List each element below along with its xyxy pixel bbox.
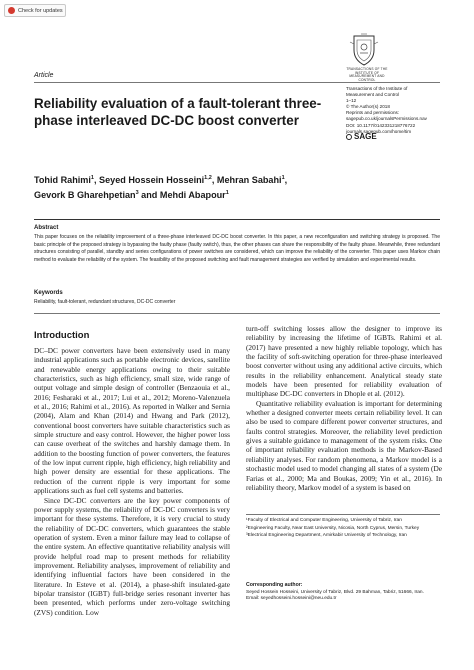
article-title: Reliability evaluation of a fault-tolerant three-phase interleaved DC-DC boost converter: [34, 96, 322, 128]
article-type-label: Article: [34, 72, 54, 79]
corresponding-author-details: Seyed Hossein Hosseini, University of Tabriz, Blvd. 29 Bahman, Tabriz, 51666, Iran. Email: seyedhosseini.hosseini@neu.edu.tr: [246, 590, 446, 602]
author-name: Gevork B Gharehpetian: [34, 189, 136, 200]
permissions-link[interactable]: sagepub.co.uk/journalsPermissions.nav: [346, 116, 427, 122]
email-link[interactable]: Email: seyedhosseini.hosseini@neu.edu.tr: [246, 596, 337, 602]
affiliation-item: ²Engineering Faculty, Near East University, Nicosia, North Cyprus, Mersin, Turkey: [246, 525, 420, 531]
journal-home-link[interactable]: journals.sagepub.com/home/tim: [346, 128, 412, 134]
introduction-heading: Introduction: [34, 330, 90, 341]
corresponding-author-heading: Corresponding author:: [246, 582, 303, 588]
publisher-logo: SAGE: [346, 132, 377, 141]
affiliation-item: ³Electrical Engineering Department, Amirkabir University of Technology, Iran: [246, 533, 407, 539]
institute-crest-logo: [348, 32, 380, 68]
author-name: Seyed Hossein Hosseini: [99, 175, 205, 186]
paragraph: Quantitative reliability evaluation is important for determining whether a designed converter meets certain reliability level. It can also be used to compare different power converter structures, and faults control strategies. Moreover, the reliability level prediction gives a suitable guidance to management of the system risks. One of important reliability evaluation methods is the Markov-Based reliability analyses. For random phenomena, a Markov model is a stochastic model used to model changing all states of a system (De Farias et al., 2000; Ma and Boukas, 2009; Yin et al., 2016). In reliability theory, Markov model of a system is based on: [246, 398, 442, 492]
keywords-divider: [34, 313, 440, 314]
publication-info: Transactions of the Institute of Measurement and Control 1–12 © The Author(s) 2018 Reprints and permissions: sagepub.co.uk/journalsPermissions.nav DOI: 10.1177/0142331218776722 journals.sagepub.com/home/tim: [346, 86, 446, 135]
footnote-divider: [246, 514, 440, 515]
author-list: Tohid Rahimi$^1$, Seyed Hossein Hosseini$^{1,2}$, Mehran Sabahi$^1$, Gevork B Gharehpetian$^3$ and Mehdi Abapour$^1$: [34, 175, 288, 200]
abstract-text: This paper focuses on the reliability improvement of a three-phase interleaved DC-DC boost converter. In this paper, a new reconfiguration and switching strategy is proposed. The basic principle of the proposed strategy is bypassing the faulty phase (faulty switch), thus, the other phases can share the responsibility of the faulty phase. Meanwhile, three redundant structures consisting of parallel, standby and series configurations of power switches are considered, which can improve the reliability of the converter. This paper uses Markov chain method to evaluate the reliability of the system. The feasibility of the proposed switching and fault management strategies are verified by simulation and experimental results.: [34, 234, 440, 263]
check-for-updates-badge[interactable]: [4, 4, 66, 17]
affiliation-item: ¹Faculty of Electrical and Computer Engineering, University of Tabriz, Iran: [246, 518, 402, 523]
header-divider: [34, 82, 440, 83]
keywords-text: Reliability, fault-tolerant, redundant structures, DC-DC converter: [34, 299, 176, 305]
body-column-left: [34, 346, 230, 617]
paragraph: DC–DC power converters have been extensively used in many industrial applications such as portable electronic devices, satellite and renewable energy applications owing to their suitable characteristics, such as high efficiency, small size, wide range of output voltage and simple design of controller (Benzaouia et al., 2016; Fesharaki et al., 2017; Lui et al., 2012; Moreno-Valenzuela et al., 2016; Rahimi et al., 2016). As reported in Walker and Sernia (2004), Alam and Khan (2014) and Hwang and Park (2012), conventional boost converters have suitable characteristics such as simple structure and easy control. However, the higher power loss can cause overheat of the switches and harshly damage them. In addition to the boosting function of power converters, the features of the low input current ripple, high efficiency, high reliability and high power density are essential for these applications. The reduction of the current ripple is very important for some applications such as fuel cell systems and batteries.: [34, 346, 230, 496]
journal-logo-text: TRANSACTIONS OF THE INSTITUTE OF MEASUREMENT AND CONTROL: [346, 67, 388, 82]
crossmark-icon: [8, 7, 15, 14]
body-column-right: [246, 324, 442, 492]
paragraph: Since DC-DC converters are the key power components of power supply systems, the reliability of DC-DC converters is very important for these systems. Therefore, it is very crucial to study the reliability of DC-DC converters, which guarantees the stable operation of system. Even a minor failure may lead to collapse of the entire system. An effective quantitative reliability analysis will provide helpful road map to present methods for reliability improvement. Reliability analyses, improvement of reliability and identifying influential factors have been considered in the literature. In Esteve et al. (2014), a phase-shift insulated-gate bipolar transistor (IGBT) full-bridge series resonant inverter has been presented, which performs under zero-voltage switching (ZVS) condition. Low: [34, 495, 230, 617]
affiliations: [246, 518, 446, 541]
abstract-top-divider: [34, 219, 440, 220]
sage-logo-icon: [346, 134, 352, 140]
keywords-heading: Keywords: [34, 290, 63, 296]
author-name: Mehran Sabahi: [216, 175, 282, 186]
check-for-updates-label: Check for updates: [18, 7, 63, 14]
paragraph: turn-off switching losses allow the designer to improve its reliability by increasing the lifetime of IGBTs. Rahimi et al. (2017) have presented a new highly reliable topology, which has the facility of soft-switching operation for three-phase interleaved boost converter without using any additional active circuits, which results in the reliability enhancement. Analytical steady state models have been presented for reliability evaluation of multiphase DC-DC converters in Dhople et al. (2012).: [246, 324, 442, 399]
doi-link[interactable]: DOI: 10.1177/0142331218776722: [346, 122, 416, 128]
author-name: Tohid Rahimi: [34, 175, 91, 186]
author-name: Mehdi Abapour: [159, 189, 226, 200]
abstract-heading: Abstract: [34, 225, 59, 231]
